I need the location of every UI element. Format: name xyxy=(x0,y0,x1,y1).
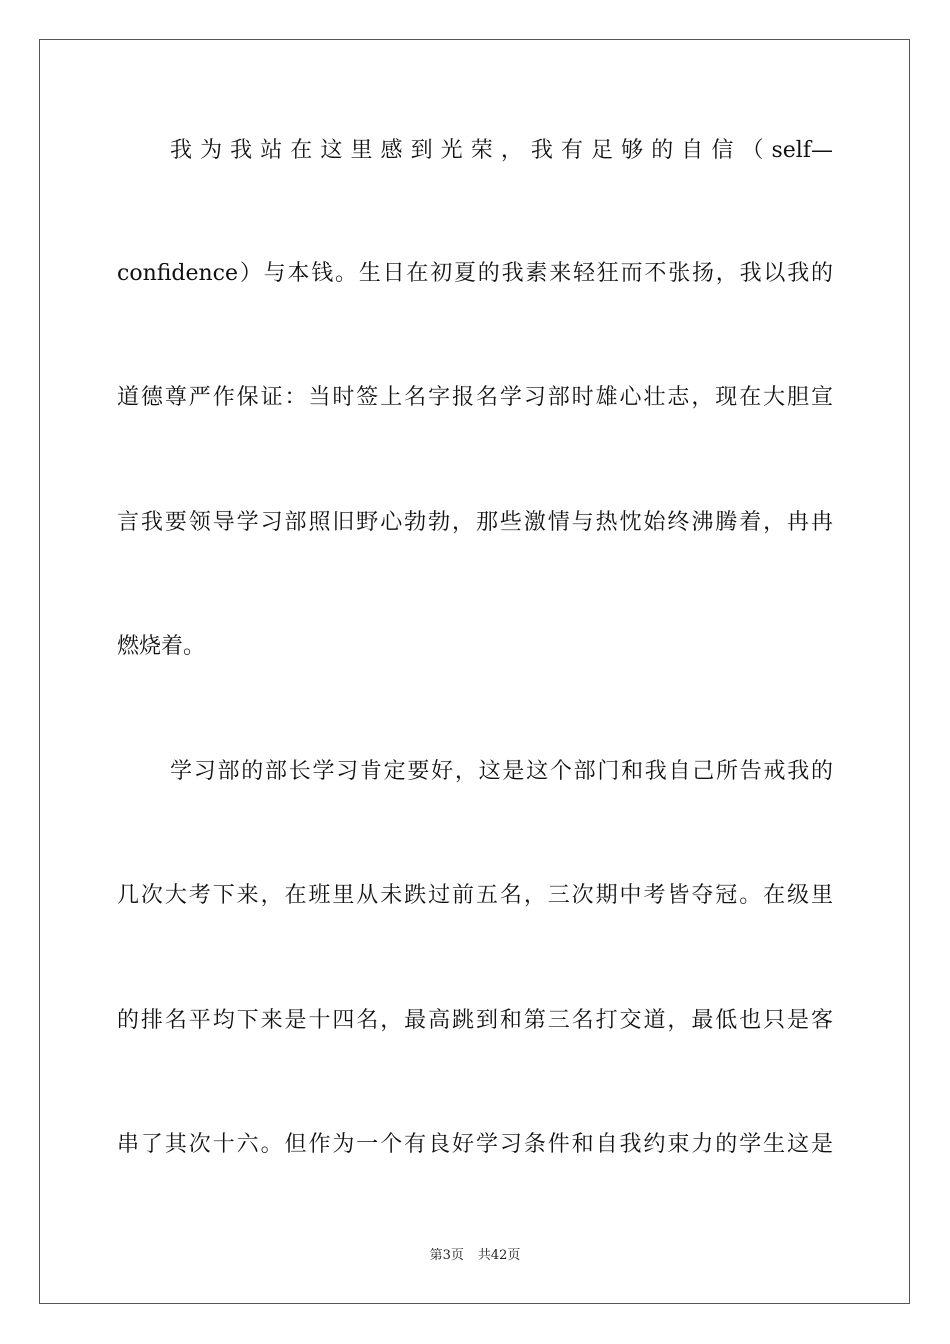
total-pages: 共42页 xyxy=(477,1248,521,1263)
paragraph-1-line-3: 道德尊严作保证：当时签上名字报名学习部时雄心壮志，现在大胆宣 xyxy=(117,385,833,410)
paragraph-1-line-4: 言我要领导学习部照旧野心勃勃，那些激情与热忱始终沸腾着，冉冉 xyxy=(117,510,833,535)
paragraph-2-line-1: 学习部的部长学习肯定要好，这是这个部门和我自己所告戒我的 xyxy=(170,759,833,784)
paragraph-2-line-3: 的排名平均下来是十四名，最高跳到和第三名打交道，最低也只是客 xyxy=(117,1008,833,1033)
paragraph-1-line-1: 我为我站在这里感到光荣，我有足够的自信（self— xyxy=(170,138,833,163)
page-number: 第3页 xyxy=(429,1248,464,1263)
paragraph-1-line-5: 燃烧着。 xyxy=(117,634,206,659)
page-border xyxy=(39,39,910,1304)
page-footer xyxy=(0,1247,950,1265)
paragraph-2-line-2: 几次大考下来，在班里从未跌过前五名，三次期中考皆夺冠。在级里 xyxy=(117,883,833,908)
paragraph-2-line-4: 串了其次十六。但作为一个有良好学习条件和自我约束力的学生这是 xyxy=(117,1132,833,1157)
paragraph-1-line-2: confidence）与本钱。生日在初夏的我素来轻狂而不张扬，我以我的 xyxy=(117,261,833,286)
